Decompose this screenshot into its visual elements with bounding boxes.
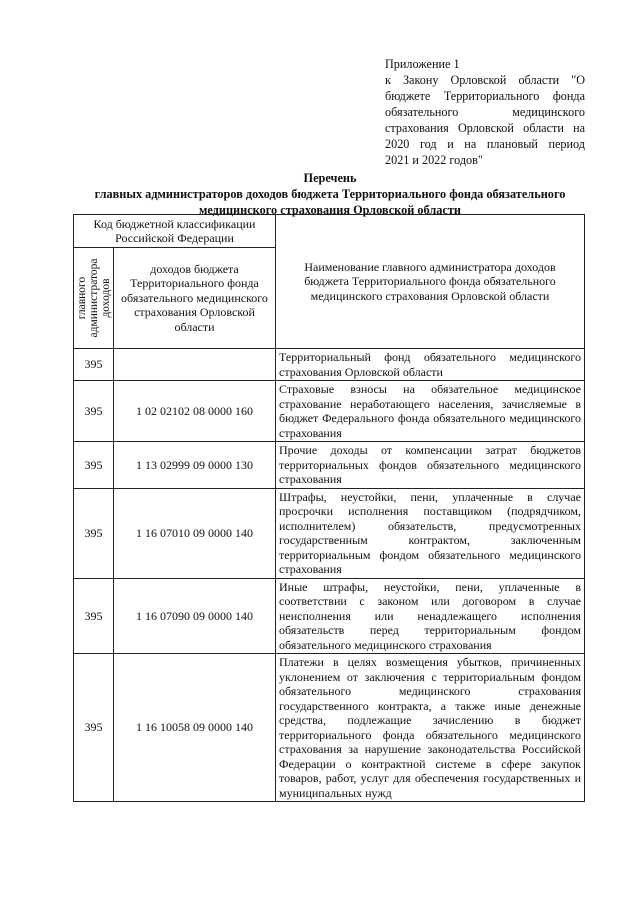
- revenue-name-cell: Штрафы, неустойки, пени, уплаченные в случае просрочки исполнения поставщиком (подрядчиком, исполнителем) обязательств, предусмотренных государственным контрактом, заключенным территориальным фондом обязательного медицинского страхования: [276, 488, 585, 578]
- revenue-code-cell: [114, 349, 276, 381]
- admin-code-cell: 395: [74, 442, 114, 489]
- admin-code-cell: 395: [74, 654, 114, 802]
- table-header-row: [74, 215, 585, 248]
- admin-code-cell: 395: [74, 349, 114, 381]
- appendix-line: к Закону Орловской области "О: [385, 73, 585, 87]
- header-code: Код бюджетной классификации Российской Федерации: [74, 215, 276, 248]
- table-row: [74, 381, 585, 442]
- table-row: [74, 488, 585, 578]
- revenue-name-cell: Иные штрафы, неустойки, пени, уплаченные в соответствии с законом или договором в случае неисполнения или ненадлежащего исполнения обязательств перед территориальным фондом обязательного медицинского страхования: [276, 578, 585, 654]
- header-income: доходов бюджета Территориального фонда обязательного медицинского страхования Орловской области: [114, 248, 276, 349]
- title-line: Перечень: [303, 171, 357, 185]
- revenue-name-cell: Страховые взносы на обязательное медицинское страхование неработающего населения, зачисляемые в бюджет Федерального фонда обязательного медицинского страхования: [276, 381, 585, 442]
- revenue-code-cell: 1 13 02999 09 0000 130: [114, 442, 276, 489]
- table-row: [74, 578, 585, 654]
- table-row: [74, 442, 585, 489]
- table-body: [74, 349, 585, 802]
- header-admin: главного администратора доходов: [75, 258, 112, 338]
- revenue-code-cell: 1 16 07010 09 0000 140: [114, 488, 276, 578]
- appendix-line: 2020 год и на плановый период: [385, 137, 585, 151]
- revenue-code-cell: 1 16 10058 09 0000 140: [114, 654, 276, 802]
- header-name: Наименование главного администратора доходов бюджета Территориального фонда обязательного медицинского страхования Орловской области: [276, 215, 585, 349]
- appendix-line: страхования Орловской области на: [385, 121, 585, 135]
- document-title: [60, 170, 600, 218]
- admin-code-cell: 395: [74, 578, 114, 654]
- title-line: главных администраторов доходов бюджета Территориального фонда обязательного: [94, 187, 566, 201]
- revenue-name-cell: Платежи в целях возмещения убытков, причиненных уклонением от заключения с территориальным фондом обязательного медицинского страхования государственного контракта, а также иные денежные средства, подлежащие зачислению в бюджет территориального фонда обязательного медицинского страхования за нарушение законодательства Российской Федерации о контрактной системе в сфере закупок товаров, работ, услуг для обеспечения государственных и муниципальных нужд: [276, 654, 585, 802]
- admin-code-cell: 395: [74, 488, 114, 578]
- table-row: [74, 349, 585, 381]
- appendix-line: обязательного медицинского: [385, 105, 585, 119]
- appendix-line: Приложение 1: [385, 57, 460, 71]
- revenue-name-cell: Прочие доходы от компенсации затрат бюджетов территориальных фондов обязательного медицинского страхования: [276, 442, 585, 489]
- table-row: [74, 654, 585, 802]
- appendix-line: бюджете Территориального фонда: [385, 89, 585, 103]
- admin-code-cell: 395: [74, 381, 114, 442]
- revenue-name-cell: Территориальный фонд обязательного медицинского страхования Орловской области: [276, 349, 585, 381]
- appendix-note: [385, 56, 585, 168]
- header-admin-cell: [74, 248, 114, 349]
- revenue-administrators-table: [73, 214, 585, 802]
- title-line: медицинского страхования Орловской области: [198, 203, 462, 217]
- revenue-code-cell: 1 16 07090 09 0000 140: [114, 578, 276, 654]
- revenue-code-cell: 1 02 02102 08 0000 160: [114, 381, 276, 442]
- appendix-line: 2021 и 2022 годов": [385, 153, 483, 167]
